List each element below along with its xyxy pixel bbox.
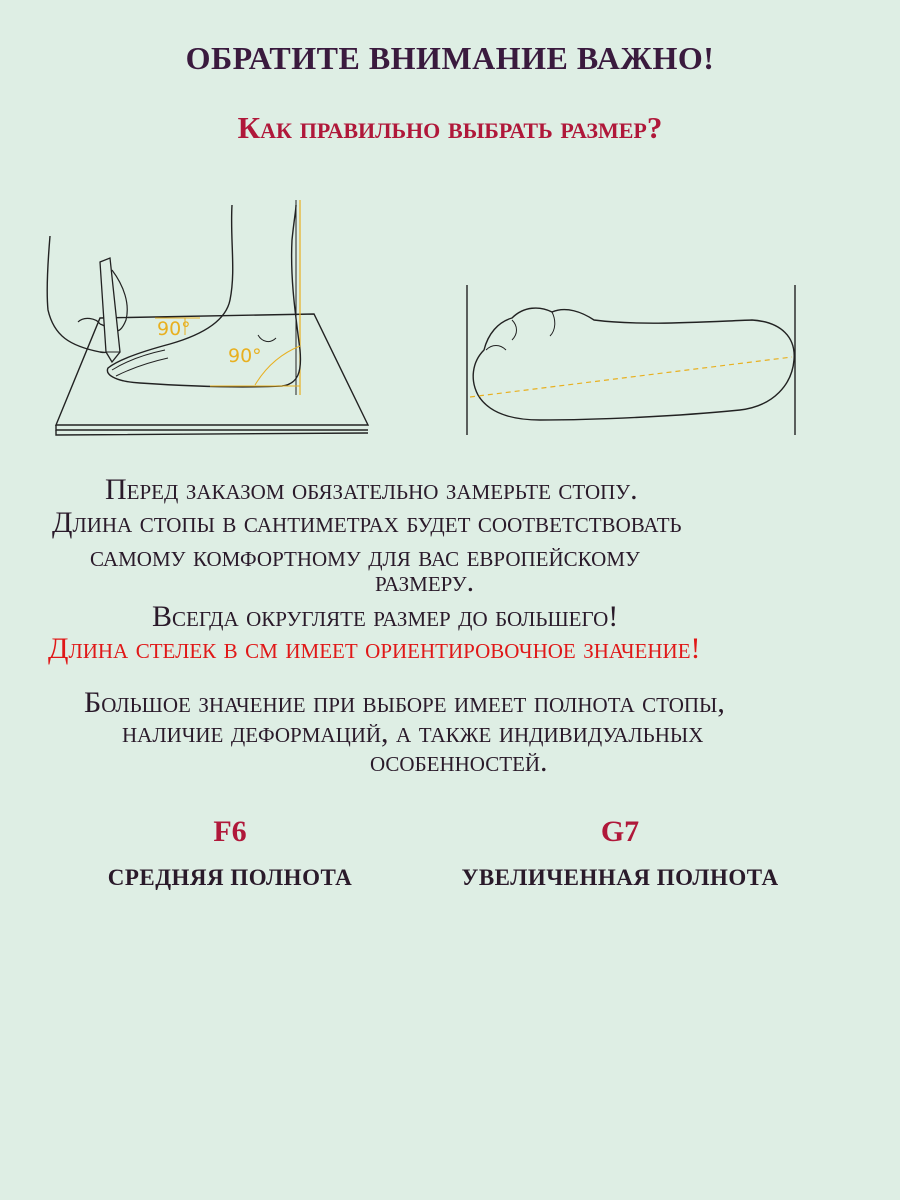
fullness-note-line-1: Большое значение при выборе имеет полнота стопы, — [84, 686, 725, 719]
instruction-line-3: самому комфортному для вас европейскому — [90, 540, 640, 573]
fit-option-f6 — [90, 815, 370, 891]
angle-label-top: 90° — [157, 318, 191, 340]
angle-label-bottom: 90° — [228, 345, 262, 367]
fit-code: F6 — [213, 815, 247, 848]
warning-text: Длина стелек в см имеет ориентировочное значение! — [48, 632, 701, 665]
page-title: ОБРАТИТЕ ВНИМАНИЕ ВАЖНО! — [185, 40, 715, 76]
fit-code: G7 — [600, 815, 640, 848]
fit-label: УВЕЛИЧЕННАЯ ПОЛНОТА — [461, 865, 779, 890]
fullness-note-line-3: особенностей. — [370, 745, 548, 778]
instruction-line-5: Всегда округляте размер до большего! — [152, 600, 619, 633]
fit-option-g7 — [450, 815, 790, 891]
fit-label: СРЕДНЯЯ ПОЛНОТА — [107, 865, 353, 890]
instruction-line-1: Перед заказом обязательно замерьте стопу. — [105, 473, 638, 506]
instruction-line-2: Длина стопы в сантиметрах будет соответствовать — [52, 506, 682, 539]
page-subtitle: Как правильно выбрать размер? — [237, 110, 663, 145]
fullness-note-line-2: наличие деформаций, а также индивидуальных — [122, 716, 704, 749]
instruction-line-4: размеру. — [375, 565, 475, 598]
